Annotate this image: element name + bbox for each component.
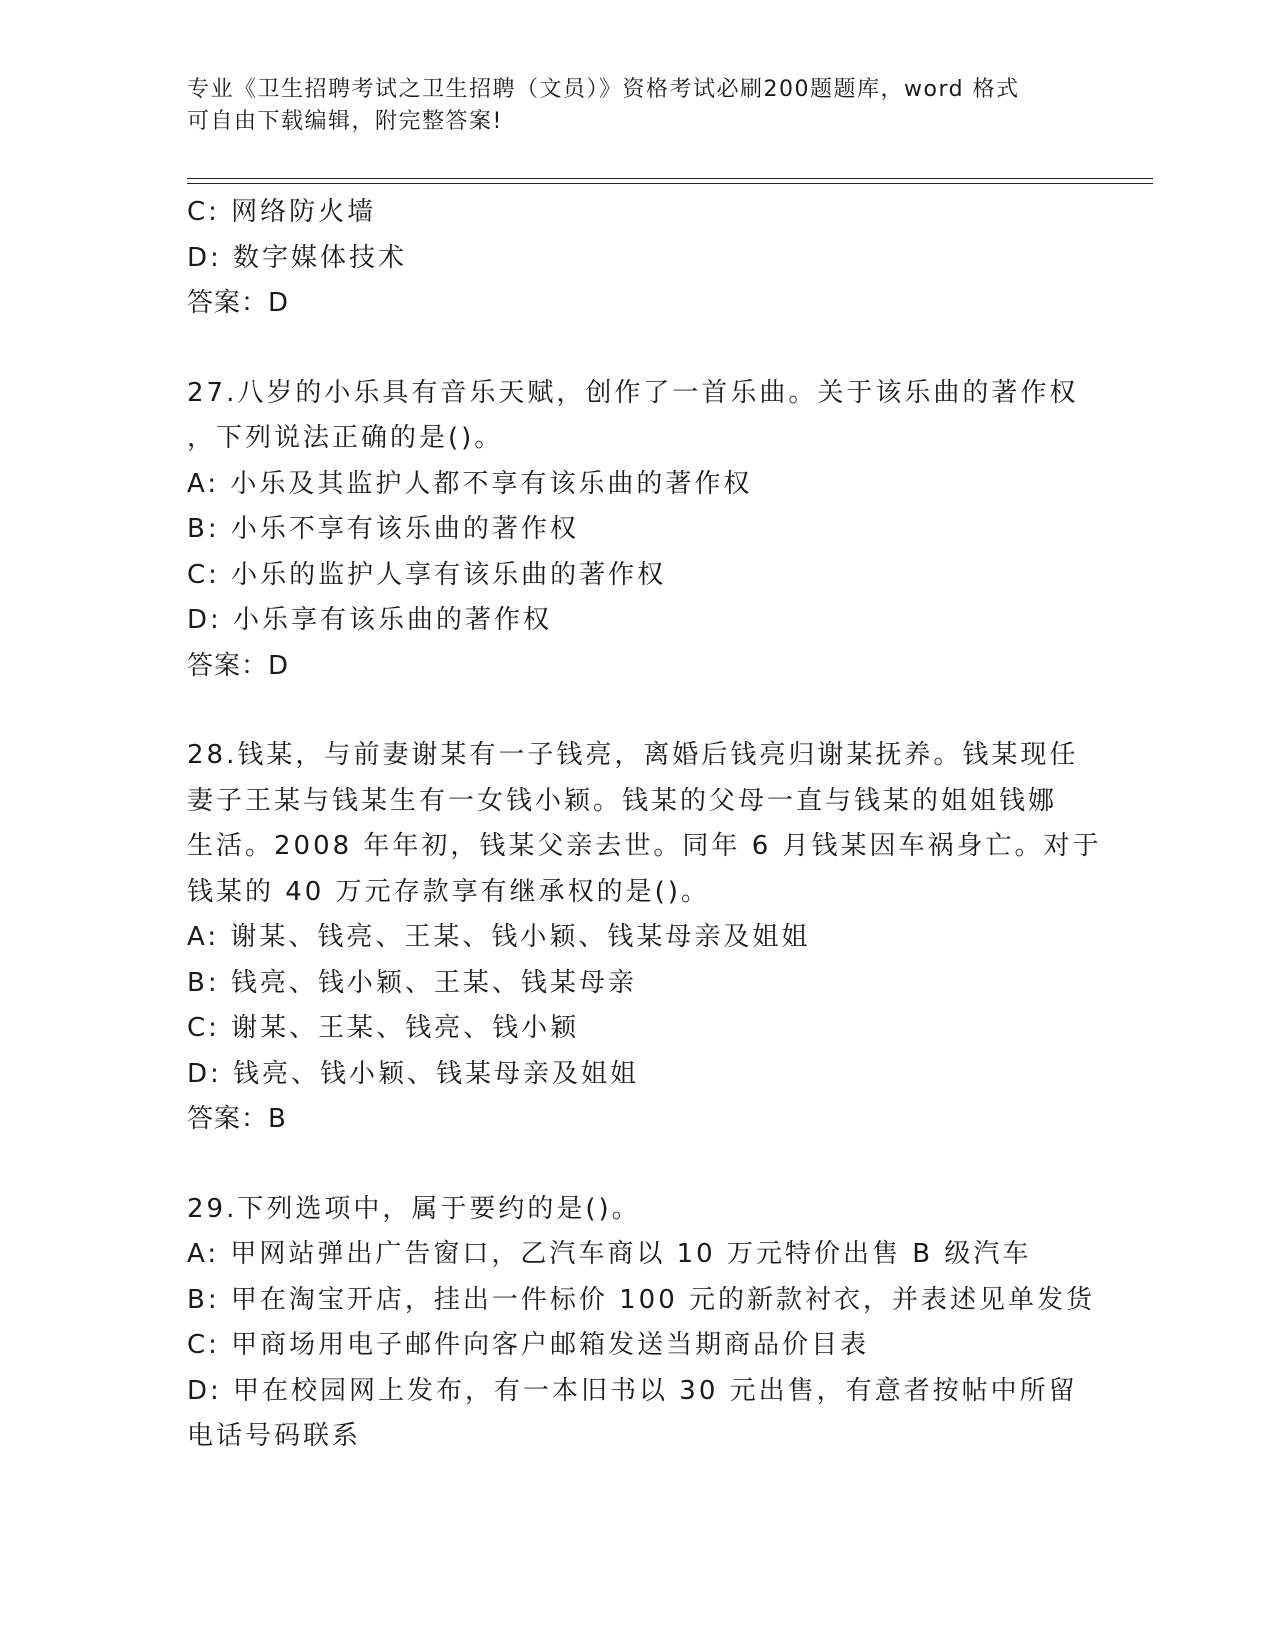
option-c: C: 甲商场用电子邮件向客户邮箱发送当期商品价目表 [187, 1330, 870, 1360]
question-28 [187, 733, 1102, 1143]
question-stem-continued: 生活。2008 年年初，钱某父亲去世。同年 6 月钱某因车祸身亡。对于 [187, 831, 1102, 861]
document-body [187, 190, 1102, 1460]
question-stem: 29.下列选项中，属于要约的是()。 [187, 1193, 641, 1224]
question-stem-continued: ，下列说法正确的是()。 [187, 423, 504, 453]
option-b: B: 钱亮、钱小颖、王某、钱某母亲 [187, 967, 637, 998]
page-header [187, 74, 1087, 138]
option-d: D: 小乐享有该乐曲的著作权 [187, 605, 553, 635]
question-stem: 27.八岁的小乐具有音乐天赋，创作了一首乐曲。关于该乐曲的著作权 [187, 377, 1079, 408]
question-stem-continued: 钱某的 40 万元存款享有继承权的是()。 [187, 876, 710, 907]
answer: 答案：D [187, 288, 290, 318]
question-stem: 28.钱某，与前妻谢某有一子钱亮，离婚后钱亮归谢某抚养。钱某现任 [187, 740, 1079, 770]
question-26-tail [187, 190, 1087, 327]
question-27 [187, 371, 1087, 690]
option-d: D: 甲在校园网上发布，有一本旧书以 30 元出售，有意者按帖中所留 [187, 1375, 1078, 1406]
header-title-line-2: 可自由下载编辑，附完整答案! [187, 109, 503, 134]
option-d: D: 钱亮、钱小颖、钱某母亲及姐姐 [187, 1058, 640, 1089]
option-a: A: 小乐及其监护人都不享有该乐曲的著作权 [187, 468, 753, 499]
option-a: A: 谢某、钱亮、王某、钱小颖、钱某母亲及姐姐 [187, 922, 811, 952]
question-stem-continued: 妻子王某与钱某生有一女钱小颖。钱某的父母一直与钱某的姐姐钱娜 [187, 785, 1058, 816]
answer: 答案：D [187, 650, 290, 681]
option-a: A: 甲网站弹出广告窗口，乙汽车商以 10 万元特价出售 B 级汽车 [187, 1239, 1032, 1269]
option-c: C: 网络防火墙 [187, 197, 377, 227]
option-b: B: 甲在淘宝开店，挂出一件标价 100 元的新款衬衣，并表述见单发货 [187, 1284, 1096, 1315]
option-d-continued: 电话号码联系 [187, 1421, 362, 1451]
answer: 答案：B [187, 1104, 287, 1134]
option-b: B: 小乐不享有该乐曲的著作权 [187, 514, 579, 544]
question-29 [187, 1187, 1096, 1460]
header-title-line-1: 专业《卫生招聘考试之卫生招聘（文员）》资格考试必刷200题题库，word 格式 [187, 77, 1020, 102]
header-divider [187, 178, 1153, 184]
option-c: C: 小乐的监护人享有该乐曲的著作权 [187, 559, 667, 590]
option-c: C: 谢某、王某、钱亮、钱小颖 [187, 1013, 580, 1043]
option-d: D: 数字媒体技术 [187, 242, 408, 273]
